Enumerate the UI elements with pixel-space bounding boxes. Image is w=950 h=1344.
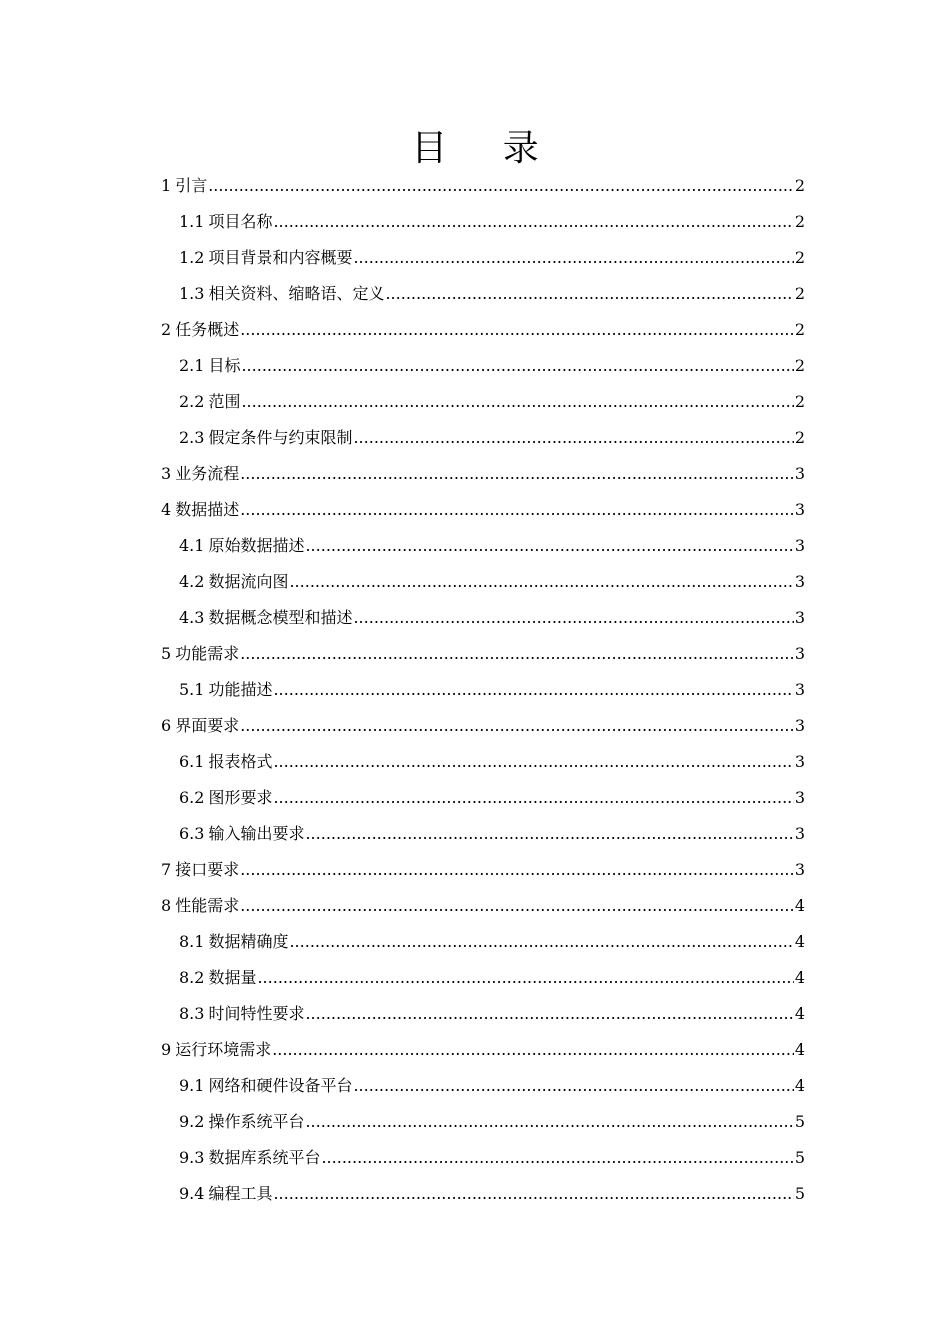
toc-dot-leader [240, 636, 794, 672]
toc-entry-page-number: 4 [794, 1076, 805, 1095]
toc-entry-label: 输入输出要求 [208, 824, 305, 843]
toc-dot-leader [240, 708, 794, 744]
toc-dot-leader [305, 528, 793, 564]
toc-entry-label: 业务流程 [175, 464, 240, 483]
toc-dot-leader [241, 384, 793, 420]
toc-entry-page-number: 3 [794, 716, 805, 735]
toc-entry[interactable] [161, 384, 805, 420]
toc-dot-leader [240, 456, 794, 492]
toc-dot-leader [257, 960, 793, 996]
page-title: 目 录 [411, 128, 561, 169]
toc-dot-leader [385, 276, 793, 312]
toc-entry-page-number: 2 [794, 356, 805, 375]
toc-entry-label: 任务概述 [175, 320, 240, 339]
toc-dot-leader [240, 888, 794, 924]
toc-dot-leader [240, 852, 794, 888]
toc-entry-page-number: 4 [794, 1040, 805, 1059]
toc-entry[interactable] [161, 1104, 805, 1140]
toc-entry-label: 数据精确度 [208, 932, 289, 951]
toc-entry-label: 原始数据描述 [208, 536, 305, 555]
toc-entry-page-number: 3 [794, 824, 805, 843]
toc-dot-leader [273, 780, 793, 816]
toc-entry-page-number: 2 [794, 284, 805, 303]
toc-entry-label: 数据流向图 [208, 572, 289, 591]
toc-entry-number: 8.1 [179, 932, 205, 951]
toc-entry[interactable] [161, 240, 805, 276]
toc-entry[interactable] [161, 420, 805, 456]
toc-dot-leader [305, 1104, 793, 1140]
toc-entry-page-number: 3 [794, 572, 805, 591]
toc-dot-leader [305, 996, 793, 1032]
toc-entry[interactable] [161, 456, 805, 492]
toc-entry-number: 4 [161, 500, 172, 519]
toc-entry-label: 数据库系统平台 [208, 1148, 321, 1167]
toc-entry-number: 6.2 [179, 788, 205, 807]
toc-entry[interactable] [161, 960, 805, 996]
toc-entry-label: 报表格式 [208, 752, 273, 771]
toc-entry-number: 8 [161, 896, 172, 915]
toc-dot-leader [289, 564, 793, 600]
toc-entry-page-number: 5 [794, 1184, 805, 1203]
toc-entry[interactable] [161, 528, 805, 564]
toc-dot-leader [305, 816, 793, 852]
toc-dot-leader [273, 1176, 793, 1212]
toc-entry-page-number: 3 [794, 752, 805, 771]
toc-entry-label: 范围 [208, 392, 241, 411]
toc-dot-leader [273, 204, 793, 240]
toc-entry-label: 功能需求 [175, 644, 240, 663]
toc-entry-number: 1 [161, 176, 172, 195]
toc-entry[interactable] [161, 744, 805, 780]
toc-entry-page-number: 4 [794, 968, 805, 987]
toc-entry-number: 3 [161, 464, 172, 483]
toc-entry-page-number: 3 [794, 680, 805, 699]
toc-entry-number: 2 [161, 320, 172, 339]
toc-entry[interactable] [161, 672, 805, 708]
toc-dot-leader [353, 420, 793, 456]
toc-entry-label: 运行环境需求 [175, 1040, 272, 1059]
toc-entry-label: 网络和硬件设备平台 [208, 1076, 353, 1095]
toc-dot-leader [353, 1068, 793, 1104]
toc-entry-number: 5.1 [179, 680, 205, 699]
toc-entry[interactable] [161, 1032, 805, 1068]
toc-entry-page-number: 3 [794, 536, 805, 555]
toc-entry-number: 5 [161, 644, 172, 663]
toc-entry-number: 6 [161, 716, 172, 735]
toc-entry-number: 2.3 [179, 428, 205, 447]
toc-entry-label: 功能描述 [208, 680, 273, 699]
toc-entry-label: 接口要求 [175, 860, 240, 879]
toc-entry-label: 相关资料、缩略语、定义 [208, 284, 385, 303]
toc-entry-number: 4.3 [179, 608, 205, 627]
toc-dot-leader [321, 1140, 793, 1176]
toc-dot-leader [289, 924, 793, 960]
toc-entry-page-number: 3 [794, 860, 805, 879]
toc-entry-number: 9 [161, 1040, 172, 1059]
toc-entry-label: 界面要求 [175, 716, 240, 735]
toc-entry-number: 9.3 [179, 1148, 205, 1167]
toc-dot-leader [353, 240, 793, 276]
toc-entry-page-number: 2 [794, 392, 805, 411]
toc-dot-leader [208, 168, 794, 204]
toc-entry-page-number: 2 [794, 176, 805, 195]
toc-entry[interactable] [161, 312, 805, 348]
toc-entry[interactable] [161, 1068, 805, 1104]
toc-entry[interactable] [161, 996, 805, 1032]
toc-entry-label: 性能需求 [175, 896, 240, 915]
toc-entry-label: 项目名称 [208, 212, 273, 231]
toc-entry-number: 1.2 [179, 248, 205, 267]
toc-entry-label: 数据描述 [175, 500, 240, 519]
toc-entry[interactable] [161, 348, 805, 384]
toc-entry-number: 1.1 [179, 212, 205, 231]
toc-entry-label: 图形要求 [208, 788, 273, 807]
toc-entry-number: 8.2 [179, 968, 205, 987]
toc-dot-leader [273, 744, 793, 780]
toc-entry-page-number: 4 [794, 1004, 805, 1023]
toc-entry[interactable] [161, 888, 805, 924]
toc-entry-page-number: 3 [794, 500, 805, 519]
toc-entry-label: 数据概念模型和描述 [208, 608, 353, 627]
toc-entry-page-number: 4 [794, 896, 805, 915]
toc-entry-label: 引言 [175, 176, 208, 195]
toc-entry[interactable] [161, 276, 805, 312]
toc-entry-page-number: 3 [794, 788, 805, 807]
toc-dot-leader [241, 348, 793, 384]
toc-entry-number: 6.1 [179, 752, 205, 771]
toc-entry-page-number: 2 [794, 320, 805, 339]
toc-entry[interactable] [161, 924, 805, 960]
toc-entry-label: 操作系统平台 [208, 1112, 305, 1131]
toc-entry[interactable] [161, 816, 805, 852]
toc-entry-page-number: 5 [794, 1112, 805, 1131]
toc-entry[interactable] [161, 780, 805, 816]
toc-entry-page-number: 3 [794, 644, 805, 663]
table-of-contents [161, 168, 805, 1212]
toc-entry[interactable] [161, 492, 805, 528]
toc-entry[interactable] [161, 708, 805, 744]
toc-entry[interactable] [161, 564, 805, 600]
toc-dot-leader [240, 492, 794, 528]
toc-entry-number: 8.3 [179, 1004, 205, 1023]
toc-entry-label: 数据量 [208, 968, 257, 987]
toc-entry-number: 1.3 [179, 284, 205, 303]
toc-entry-label: 编程工具 [208, 1184, 273, 1203]
toc-entry-page-number: 2 [794, 212, 805, 231]
toc-entry-number: 2.2 [179, 392, 205, 411]
toc-entry-label: 假定条件与约束限制 [208, 428, 353, 447]
toc-entry-number: 9.2 [179, 1112, 205, 1131]
toc-entry-page-number: 4 [794, 932, 805, 951]
toc-entry-number: 9.4 [179, 1184, 205, 1203]
toc-dot-leader [240, 312, 794, 348]
toc-entry-number: 4.2 [179, 572, 205, 591]
toc-entry-number: 4.1 [179, 536, 205, 555]
toc-entry-number: 9.1 [179, 1076, 205, 1095]
toc-entry-label: 时间特性要求 [208, 1004, 305, 1023]
toc-entry-page-number: 3 [794, 608, 805, 627]
toc-entry[interactable] [161, 600, 805, 636]
toc-entry-label: 目标 [208, 356, 241, 375]
toc-entry[interactable] [161, 168, 805, 204]
toc-entry-page-number: 5 [794, 1148, 805, 1167]
toc-dot-leader [272, 1032, 794, 1068]
toc-entry[interactable] [161, 1176, 805, 1212]
toc-entry[interactable] [161, 204, 805, 240]
toc-entry-number: 2.1 [179, 356, 205, 375]
toc-entry-number: 7 [161, 860, 172, 879]
toc-entry-page-number: 2 [794, 428, 805, 447]
toc-dot-leader [273, 672, 793, 708]
toc-entry[interactable] [161, 636, 805, 672]
toc-entry-page-number: 3 [794, 464, 805, 483]
toc-entry-page-number: 2 [794, 248, 805, 267]
toc-dot-leader [353, 600, 793, 636]
toc-entry[interactable] [161, 852, 805, 888]
toc-entry-label: 项目背景和内容概要 [208, 248, 353, 267]
toc-entry-number: 6.3 [179, 824, 205, 843]
toc-entry[interactable] [161, 1140, 805, 1176]
